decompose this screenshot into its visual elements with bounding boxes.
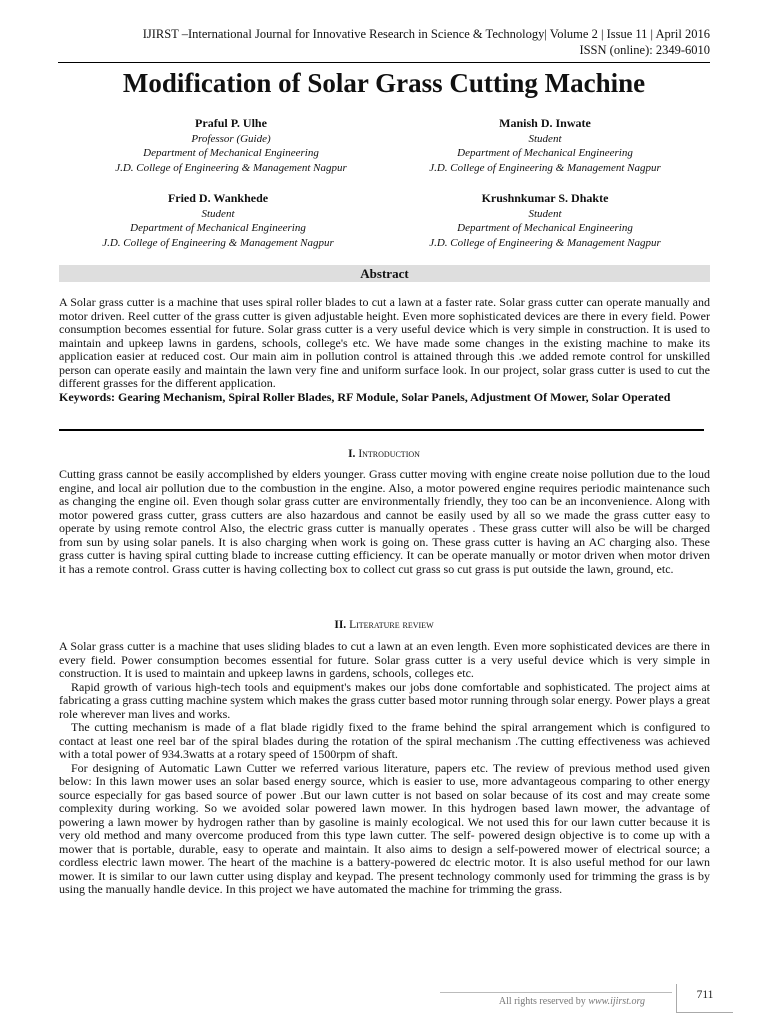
author-college: J.D. College of Engineering & Management Nagpur [429, 236, 661, 249]
author-department: Department of Mechanical Engineering [143, 147, 319, 159]
author-name: Manish D. Inwate [499, 116, 591, 130]
paper-title: Modification of Solar Grass Cutting Machine [122, 68, 646, 98]
section-number: I. [348, 448, 356, 460]
author-role: Student [528, 207, 562, 220]
section-heading-introduction [0, 447, 768, 461]
author-department: Department of Mechanical Engineering [130, 222, 306, 234]
keywords: Keywords: Gearing Mechanism, Spiral Roller Blades, RF Module, Solar Panels, Adjustment Of Mower, Solar Operated [59, 389, 671, 404]
author-college: J.D. College of Engineering & Management Nagpur [102, 236, 334, 249]
paragraph: A Solar grass cutter is a machine that uses sliding blades to cut a lawn at an even length. Even more sophisticated devices are there in every field. Power consumption becomes essential for future. Solar grass cutter is a very useful device which is very simple in construction. It is used to maintain and upkeep lawns in gardens, schools, colleges etc. [59, 639, 710, 680]
footer-rights [420, 995, 645, 1009]
paragraph: The cutting mechanism is made of a flat blade rigidly fixed to the frame behind the spiral arrangement which is configured to contact at least one reel bar of the spiral blades during the rotation of the spiral mechanism .The cutting effectiveness was achieved with a total power of 934.3watts at a rotary speed of 1500rpm of shaft. [59, 720, 710, 761]
author-name: Fried D. Wankhede [167, 191, 269, 205]
author-block [380, 116, 710, 175]
rights-text: All rights reserved by [498, 996, 589, 1007]
journal-header [70, 26, 710, 58]
section-heading-literature [0, 618, 768, 632]
footer-divider [440, 992, 672, 993]
keywords-divider [59, 429, 704, 431]
author-college: J.D. College of Engineering & Management Nagpur [115, 161, 347, 174]
author-block [53, 191, 383, 250]
paragraph: Rapid growth of various high-tech tools and equipment's makes our jobs done comfortable and sophisticated. The project aims at fabricating a grass cutting machine system which makes the grass cutter based motor running through solar energy. Power plays a great role wherever man lives and works. [59, 679, 710, 721]
section-number: II. [334, 619, 347, 631]
author-college: J.D. College of Engineering & Management Nagpur [429, 161, 661, 174]
journal-url[interactable]: www.ijirst.org [588, 996, 645, 1007]
author-role: Student [201, 207, 235, 220]
author-role: Professor (Guide) [191, 132, 271, 145]
page-number: 711 [676, 984, 733, 1013]
paragraph: For designing of Automatic Lawn Cutter we referred various literature, papers etc. The review of previous method used given below: In this lawn mower uses an solar based energy source, which is easier to use, more advantageous comparing to other energy source especially for gas based source of power .But our lawn cutter is not based on solar because of its cost and may create some complexity during working. So we avoided solar powered lawn mower. In this hydrogen based lawn mower, the advantage of powering a lawn mower by hydrogen rather than by gasoline is mainly ecological. We not used this for our lawn cutter because it is very old method and many overcome produced from this type lawn cutter. The self- powered design objective is to come up with a mower that is portable, durable, easy to operate and maintain. It also aims to design a self-powered mower of electrical source; a cordless electric lawn mower. The heart of the machine is a battery-powered dc electric motor. It is also useful method for our lawn mower. It is similar to our lawn cutter using display and keypad. The present technology commonly used for trimming the grass is by using the manually handle device. In this project we have automated the machine for trimming the grass. [59, 760, 710, 896]
literature-body [59, 640, 710, 897]
abstract-body [59, 296, 710, 404]
author-block [380, 191, 710, 250]
section-title: Introduction [358, 448, 420, 460]
journal-citation: IJIRST –International Journal for Innovative Research in Science & Technology| Volume 2 | Issue 11 | April 2016 [142, 27, 710, 41]
author-block [66, 116, 396, 175]
author-role: Student [528, 132, 562, 145]
section-title: Literature review [349, 619, 434, 631]
author-name: Praful P. Ulhe [195, 116, 267, 130]
author-department: Department of Mechanical Engineering [457, 222, 633, 234]
abstract-heading: Abstract [59, 265, 710, 282]
abstract-text: A Solar grass cutter is a machine that uses spiral roller blades to cut a lawn at a faster rate. Solar grass cutter can operate manually and motor driven. Reel cutter of the grass cutter is given adjustable height. Even more sophisticated devices are there in every field. Power consumption becomes essential for future. Solar grass cutter is a very useful device which is very simple in construction. It is used to maintain and upkeep lawns in gardens, schools, college's etc. We have made some changes in the existing machine to make its application easier at reduced cost. Our main aim in pollution control is attained through this .we added remote control for unskilled person can operate easily and maintain the lawn very fine and uniform surface look. In our project, solar grass cutter is used to cut the different grasses for the different application. [59, 295, 710, 390]
paragraph: Cutting grass cannot be easily accomplished by elders younger. Grass cutter moving with engine create noise pollution due to the loud engine, and local air pollution due to the combustion in the engine. Also, a motor powered engine requires periodic maintenance such as changing the engine oil. Even though solar grass cutter are environmentally friendly, they too can be an inconvenience. Along with motor powered grass cutter, grass cutters are also hazardous and cannot be easily used by all so we made the grass cutter easy to operate by using remote control Also, the electric grass cutter is manually operates . These grass cutter will also be will be charged from sun by using solar panels. It is also charging when work is going on. These grass cutter is having an AC charging also. These grass cutter is having spiral cutting blade to increase cutting efficiency. It can be operate manually or motor driven when motor driven it has a remote control. Grass cutter is having collecting box to collect cut grass so cut grass is put outside the lawn, ground, etc. [59, 467, 710, 576]
header-divider [58, 62, 710, 63]
journal-issn: ISSN (online): 2349-6010 [579, 43, 710, 57]
author-department: Department of Mechanical Engineering [457, 147, 633, 159]
introduction-body [59, 468, 710, 576]
author-name: Krushnkumar S. Dhakte [481, 191, 609, 205]
